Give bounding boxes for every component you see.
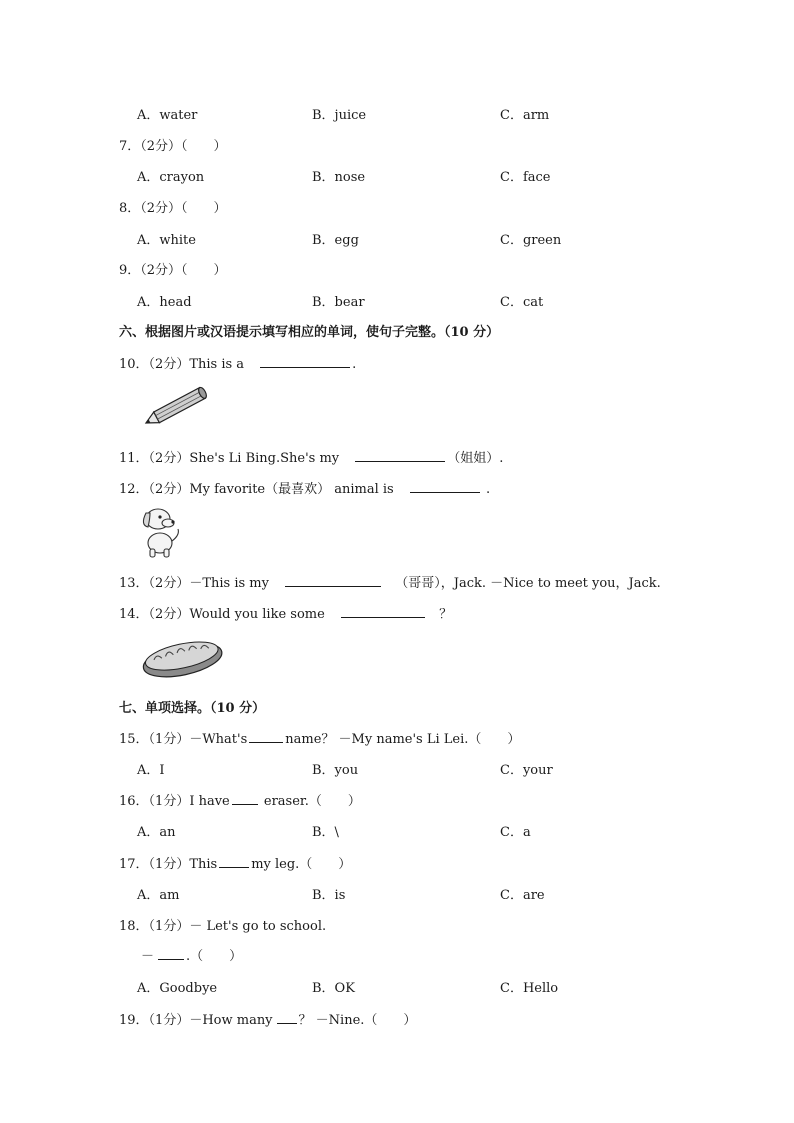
q17-answer-blank[interactable]	[219, 855, 249, 868]
q18-stem: 18．（1分）－ Let's go to school.	[119, 919, 327, 934]
q11-answer-blank[interactable]	[355, 449, 445, 462]
q17	[119, 853, 351, 872]
pencil-picture	[138, 383, 214, 431]
dog-picture	[138, 505, 186, 559]
q16-option-c: C．a	[500, 825, 531, 840]
q19-answer-blank[interactable]	[277, 1011, 297, 1024]
q12-answer-blank[interactable]	[410, 480, 480, 493]
q8-option-b: B．egg	[312, 233, 359, 248]
q17-option-b: B．is	[312, 888, 346, 903]
q15-prefix: 15．（1分）－What's	[119, 732, 248, 747]
q19	[119, 1009, 416, 1028]
q19-suffix: ？ －Nine.（ ）	[298, 1013, 417, 1028]
q8-option-a: A．white	[137, 233, 196, 248]
q14-answer-blank[interactable]	[341, 605, 425, 618]
q15-option-c: C．your	[500, 763, 553, 778]
q10-prefix: 10．（2分）This is a	[119, 357, 245, 372]
bread-picture	[140, 632, 224, 682]
q7-option-a: A．crayon	[137, 170, 205, 185]
q16-suffix: eraser.（ ）	[259, 794, 361, 809]
q12-prefix: 12．（2分）My favorite（最喜欢） animal is	[119, 482, 394, 497]
q9-option-b: B．bear	[312, 295, 365, 310]
q11-prefix: 11．（2分）She's Li Bing.She's my	[119, 451, 340, 466]
q6-option-a: A．water	[137, 108, 198, 123]
q16-prefix: 16．（1分）I have	[119, 794, 230, 809]
q10-suffix: .	[352, 357, 357, 372]
q18-option-b: B．OK	[312, 981, 355, 996]
q19-prefix: 19．（1分）－How many	[119, 1013, 273, 1028]
q15-answer-blank[interactable]	[249, 730, 283, 743]
q16-option-a: A．an	[137, 825, 176, 840]
q14	[119, 603, 452, 622]
q8-option-c: C．green	[500, 233, 562, 248]
q9-option-c: C．cat	[500, 295, 544, 310]
q9-stem: 9．（2分）（ ）	[119, 263, 227, 278]
q7-option-b: B．nose	[312, 170, 366, 185]
q8-stem: 8．（2分）（ ）	[119, 201, 227, 216]
q7-option-c: C．face	[500, 170, 551, 185]
q18-answer-blank[interactable]	[158, 947, 184, 960]
q15-option-a: A．I	[137, 763, 165, 778]
q15	[119, 728, 520, 747]
q18-reply-prefix: －	[141, 949, 155, 964]
q15-suffix: name？ －My name's Li Lei.（ ）	[285, 732, 521, 747]
q12	[119, 478, 490, 497]
q13	[119, 572, 661, 591]
q14-suffix: ？	[439, 607, 453, 622]
q16	[119, 790, 361, 809]
q17-option-a: A．am	[137, 888, 180, 903]
q15-option-b: B．you	[312, 763, 359, 778]
q17-prefix: 17．（1分）This	[119, 857, 218, 872]
q17-option-c: C．are	[500, 888, 545, 903]
q14-prefix: 14．（2分）Would you like some	[119, 607, 325, 622]
q18-reply	[141, 945, 242, 964]
q18-option-a: A．Goodbye	[137, 981, 218, 996]
q6-option-b: B．juice	[312, 108, 367, 123]
q16-answer-blank[interactable]	[232, 792, 258, 805]
q13-prefix: 13．（2分）－This is my	[119, 576, 269, 591]
section-7-title: 七、单项选择。（10 分）	[119, 701, 266, 716]
q17-suffix: my leg.（ ）	[251, 857, 352, 872]
q7-stem: 7．（2分）（ ）	[119, 139, 227, 154]
q10-answer-blank[interactable]	[260, 355, 350, 368]
q11	[119, 447, 503, 466]
q13-answer-blank[interactable]	[285, 574, 381, 587]
q18-reply-suffix: .（ ）	[186, 949, 243, 964]
q11-suffix: （姐姐）.	[447, 451, 504, 466]
q12-suffix: .	[486, 482, 491, 497]
q9-option-a: A．head	[137, 295, 192, 310]
q18-option-c: C．Hello	[500, 981, 559, 996]
q13-suffix: （哥哥），Jack. －Nice to meet you，Jack.	[395, 576, 661, 591]
q6-option-c: C．arm	[500, 108, 550, 123]
q10	[119, 353, 356, 372]
section-6-title: 六、根据图片或汉语提示填写相应的单词，使句子完整。（10 分）	[119, 325, 500, 340]
q16-option-b: B．\	[312, 825, 339, 840]
